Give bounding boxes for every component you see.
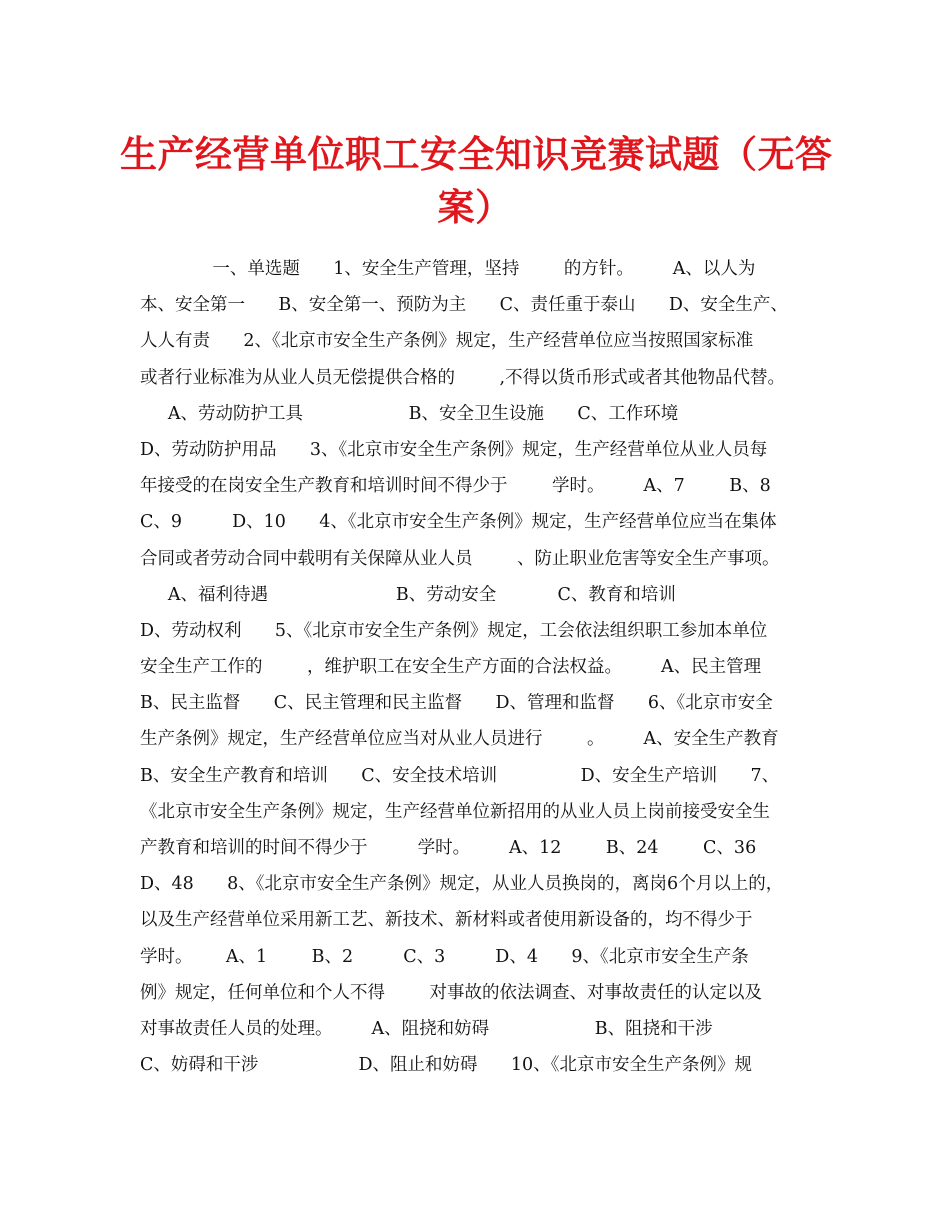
text-line: A、劳动防护工具 B、安全卫生设施 C、工作环境 xyxy=(140,403,679,424)
document-title xyxy=(120,128,833,234)
text-line: B、民主监督 C、民主管理和民主监督 D、管理和监督 6、《北京市安全 xyxy=(140,693,773,714)
text-line: 安全生产工作的 ，维护职工在安全生产方面的合法权益。 A、民主管理 xyxy=(140,657,762,678)
text-line: 年接受的在岗安全生产教育和培训时间不得少于 学时。 A、7 B、8 xyxy=(140,476,771,497)
text-line: 本、安全第一 B、安全第一、预防为主 C、责任重于泰山 D、安全生产、 xyxy=(140,295,788,316)
question-body xyxy=(140,256,820,1088)
text-line: 例》规定，任何单位和个人不得 对事故的依法调查、对事故责任的认定以及 xyxy=(140,982,762,1003)
text-line: 以及生产经营单位采用新工艺、新技术、新材料或者使用新设备的，均不得少于 xyxy=(140,910,753,931)
text-line: 学时。 A、1 B、2 C、3 D、4 9、《北京市安全生产条 xyxy=(140,946,749,967)
text-line: 合同或者劳动合同中载明有关保障从业人员 、防止职业危害等安全生产事项。 xyxy=(140,548,780,569)
text-line: D、劳动防护用品 3、《北京市安全生产条例》规定，生产经营单位从业人员每 xyxy=(140,439,768,460)
text-line: A、福利待遇 B、劳动安全 C、教育和培训 xyxy=(140,584,676,605)
text-line: C、9 D、10 4、《北京市安全生产条例》规定，生产经营单位应当在集体 xyxy=(140,512,777,533)
text-line: 产教育和培训的时间不得少于 学时。 A、12 B、24 C、36 xyxy=(140,838,757,858)
text-line: 《北京市安全生产条例》规定，生产经营单位新招用的从业人员上岗前接受安全生 xyxy=(140,801,770,822)
text-line: B、安全生产教育和培训 C、安全技术培训 D、安全生产培训 7、 xyxy=(140,765,780,786)
title-line-1: 生产经营单位职工安全知识竞赛试题（无答 xyxy=(120,133,833,176)
text-line: 或者行业标准为从业人员无偿提供合格的 ,不得以货币形式或者其他物品代替。 xyxy=(140,367,786,388)
text-line: D、劳动权利 5、《北京市安全生产条例》规定，工会依法组织职工参加本单位 xyxy=(140,620,768,641)
text-line: C、妨碍和干涉 D、阻止和妨碍 10、《北京市安全生产条例》规 xyxy=(140,1055,752,1076)
text-line: 一、单选题 1、安全生产管理，坚持 的方针。 A、以人为 xyxy=(140,259,756,279)
text-line: 人人有责 2、《北京市安全生产条例》规定，生产经营单位应当按照国家标准 xyxy=(140,331,754,352)
text-line: D、48 8、《北京市安全生产条例》规定，从业人员换岗的，离岗6个月以上的， xyxy=(140,874,784,895)
text-line: 对事故责任人员的处理。 A、阻挠和妨碍 B、阻挠和干涉 xyxy=(140,1018,713,1039)
title-line-2: 案） xyxy=(437,186,513,229)
text-line: 生产条例》规定，生产经营单位应当对从业人员进行 。 A、安全生产教育 xyxy=(140,729,779,750)
